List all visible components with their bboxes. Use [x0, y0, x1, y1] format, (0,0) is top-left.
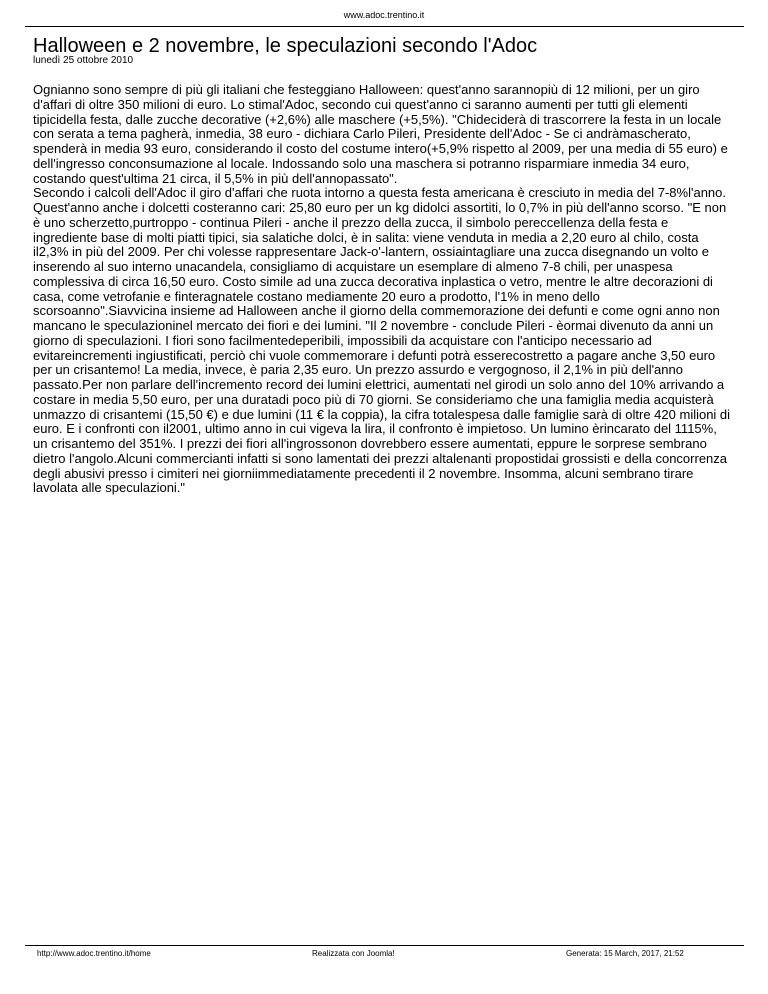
header-divider [25, 26, 744, 27]
article-body [33, 83, 733, 496]
footer-generated: Generata: 15 March, 2017, 21:52 [566, 949, 684, 958]
header-site-url: www.adoc.trentino.it [343, 10, 425, 20]
article-title: Halloween e 2 novembre, le speculazioni secondo l'Adoc [33, 35, 538, 57]
article-paragraph: Secondo i calcoli dell'Adoc il giro d'affari che ruota intorno a questa festa americana è cresciuto in media del 7-8%l'anno. Quest'anno anche i dolcetti costeranno cari: 25,80 euro per un kg didolci assortiti, lo 0,7% in più dell'anno scorso. "E non è uno scherzetto,purtroppo - continua Pileri - anche il prezzo della zucca, il simbolo pereccellenza della festa e ingrediente base di molti piatti tipici, sia salatiche dolci, è in salita: viene venduta in media a 2,20 euro al chilo, costa il2,3% in più del 2009. Per chi volesse rappresentare Jack-o'-lantern, ossiaintagliare una zucca disegnando un volto e inserendo al suo interno unacandela, consigliamo di acquistare un esemplare di almeno 7-8 chili, per unaspesa complessiva di circa 16,50 euro. Costo simile ad una zucca decorativa inplastica o vetro, mentre le altre decorazioni di casa, come vetrofanie e finteragnatele costano mediamente 20 euro a prodotto, l'1% in meno dello scorsoanno".Siavvicina insieme ad Halloween anche il giorno della commemorazione dei defunti e come ogni anno non mancano le speculazioninel mercato dei fiori e dei lumini. "Il 2 novembre - conclude Pileri - èormai divenuto da anni un giorno di speculazioni. I fiori sono facilmentedeperibili, impossibili da acquistare con l'anticipo necessario ad evitareincrementi ingiustificati, perciò chi vuole commemorare i defunti potrà esserecostretto a pagare anche 3,50 euro per un crisantemo! La media, invece, è paria 2,35 euro. Un prezzo assurdo e vergognoso, il 2,1% in più dell'anno passato.Per non parlare dell'incremento record dei lumini elettrici, aumentati nel girodi un solo anno del 10% arrivando a costare in media 5,50 euro, per una duratadi poco più di 70 giorni. Se consideriamo che una famiglia media acquisterà unmazzo di crisantemi (15,50 €) e due lumini (11 € la coppia), la cifra totalespesa dalle famiglie sarà di oltre 420 milioni di euro. E i confronti con il2001, ultimo anno in cui vigeva la lira, il confronto è impietoso. Un lumino èrincarato del 1115%, un crisantemo del 351%. I prezzi dei fiori all'ingrossonon dovrebbero essere aumentati, eppure le sorprese sembrano dietro l'angolo.Alcuni commercianti infatti si sono lamentati dei prezzi altalenanti propostidai grossisti e della concorrenza degli abusivi presso i cimiteri nei giorniimmediatamente precedenti il 2 novembre. Insomma, alcuni sembrano tirare lavolata alle speculazioni." [33, 185, 731, 496]
footer-url: http://www.adoc.trentino.it/home [37, 949, 151, 958]
footer-credit: Realizzata con Joomla! [312, 949, 395, 958]
article-date: lunedì 25 ottobre 2010 [33, 55, 134, 66]
footer-divider [25, 945, 744, 946]
article-paragraph: Ognianno sono sempre di più gli italiani che festeggiano Halloween: quest'anno sarannopiù di 12 milioni, per un giro d'affari di oltre 350 milioni di euro. Lo stimal'Adoc, secondo cui quest'anno ci saranno aumenti per tutti gli elementi tipicidella festa, dalle zucche decorative (+2,6%) alle maschere (+5,5%). "Chideciderà di trascorrere la festa in un locale con serata a tema pagherà, inmedia, 38 euro - dichiara Carlo Pileri, Presidente dell'Adoc - Se ci andràmascherato, spenderà in media 93 euro, considerando il costo del costume intero(+5,9% rispetto al 2009, per una media di 55 euro) e dell'ingresso conconsumazione al locale. Indossando solo una maschera si potranno risparmiare inmedia 34 euro, costando quest'ultima 21 circa, il 5,5% in più dell'annopassato". [33, 82, 728, 186]
